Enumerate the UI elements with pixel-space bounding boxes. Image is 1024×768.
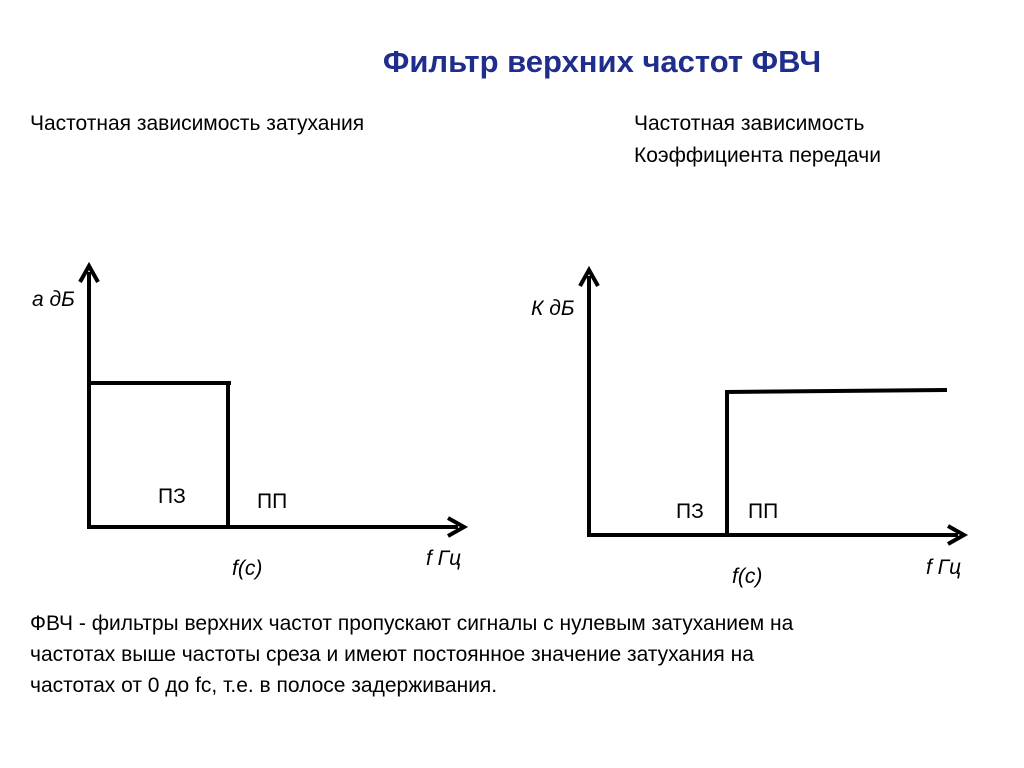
description-line-1: ФВЧ - фильтры верхних частот пропускают сигналы с нулевым затуханием на: [30, 612, 794, 635]
attenuation-passband-label: ПП: [257, 490, 288, 513]
attenuation-cutoff-label: f(c): [232, 557, 263, 580]
transmission-passband-label: ПП: [748, 500, 779, 523]
transmission-y-label: К дБ: [531, 297, 575, 320]
attenuation-stopband-label: ПЗ: [158, 485, 186, 508]
transmission-cutoff-label: f(c): [732, 565, 763, 588]
attenuation-graph: [32, 266, 464, 580]
right-caption-line-1: Частотная зависимость: [634, 112, 865, 135]
left-caption-text: Частотная зависимость затухания: [30, 112, 365, 135]
transmission-stopband-label: ПЗ: [676, 500, 704, 523]
transmission-passband-level: [725, 390, 947, 392]
right-caption-line-2: Коэффициента передачи: [634, 144, 881, 167]
description-line-3: частотах от 0 до fc, т.е. в полосе задерживания.: [30, 674, 498, 697]
attenuation-x-label: f Гц: [426, 547, 462, 570]
transmission-graph: [531, 270, 964, 588]
attenuation-y-label: а дБ: [32, 288, 75, 311]
description-line-2: частотах выше частоты среза и имеют постоянное значение затухания на: [30, 643, 754, 666]
description-text: [30, 608, 990, 701]
transmission-x-label: f Гц: [926, 556, 962, 579]
page-title: Фильтр верхних частот ФВЧ: [382, 44, 822, 79]
